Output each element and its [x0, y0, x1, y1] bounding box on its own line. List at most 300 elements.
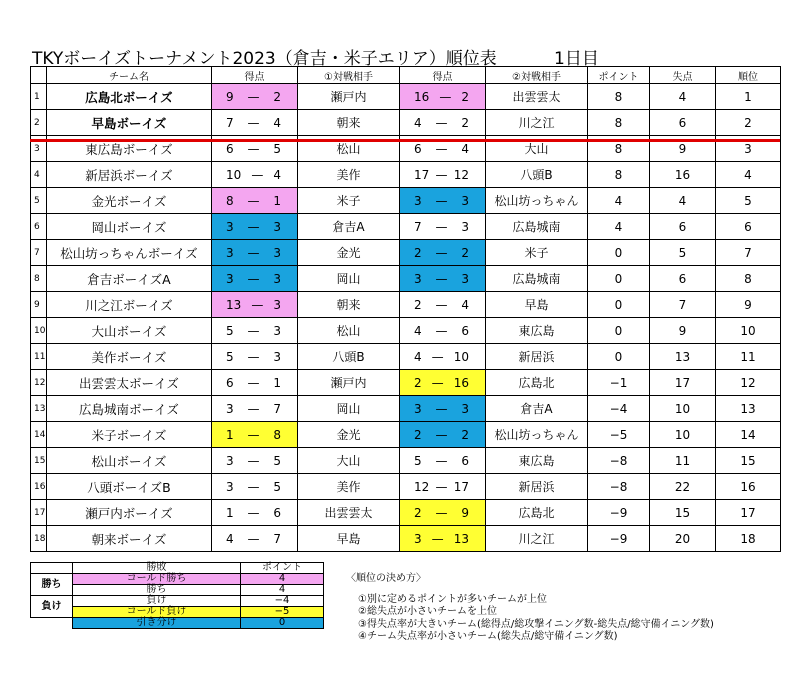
- row-number: 3: [31, 136, 47, 162]
- team-name: 新居浜ボーイズ: [47, 162, 212, 188]
- opponent1: 大山: [298, 448, 400, 474]
- score-for: 1: [226, 505, 234, 520]
- score-against: 5: [273, 141, 281, 156]
- score-dash: —: [431, 375, 444, 390]
- score-for: 3: [226, 479, 234, 494]
- score-for: 16: [414, 89, 430, 104]
- score-for: 1: [226, 427, 234, 442]
- runs-allowed: 4: [650, 188, 716, 214]
- rule-item: ②総失点が小さいチームを上位: [358, 606, 497, 617]
- opponent1: 松山: [298, 318, 400, 344]
- score-game2: [400, 318, 486, 344]
- standings-row: [31, 162, 781, 188]
- score-game2: [400, 448, 486, 474]
- score-for: 3: [226, 401, 234, 416]
- score-game1: [212, 344, 298, 370]
- rank: 13: [716, 396, 781, 422]
- points: 4: [588, 214, 650, 240]
- team-name: 松山ボーイズ: [47, 448, 212, 474]
- score-dash: —: [435, 297, 448, 312]
- opponent1: 倉吉A: [298, 214, 400, 240]
- rank: 3: [716, 136, 781, 162]
- standings-row: [31, 448, 781, 474]
- standings-row: [31, 318, 781, 344]
- score-dash: —: [435, 401, 448, 416]
- opponent2: 出雲雲太: [486, 84, 588, 110]
- score-game2: [400, 162, 486, 188]
- score-dash: —: [435, 167, 448, 182]
- row-number: 11: [31, 344, 47, 370]
- score-game2: [400, 110, 486, 136]
- title-text: TKYボーイズトーナメント2023（倉吉・米子エリア）順位表: [32, 49, 497, 69]
- standings-row: [31, 370, 781, 396]
- legend-header-points: ポイント: [241, 563, 324, 574]
- legend-win-group: 勝ち: [31, 574, 73, 596]
- standings-row: [31, 110, 781, 136]
- team-name: 米子ボーイズ: [47, 422, 212, 448]
- score-for: 3: [226, 219, 234, 234]
- score-for: 2: [414, 427, 422, 442]
- score-game1: [212, 266, 298, 292]
- score-dash: —: [435, 141, 448, 156]
- score-for: 2: [414, 297, 422, 312]
- runs-allowed: 6: [650, 110, 716, 136]
- score-game2: [400, 396, 486, 422]
- runs-allowed: 10: [650, 396, 716, 422]
- points: −1: [588, 370, 650, 396]
- rules-heading: 〈順位の決め方〉: [346, 573, 426, 584]
- score-dash: —: [435, 115, 448, 130]
- score-against: 1: [273, 375, 281, 390]
- standings-row: [31, 292, 781, 318]
- score-against: 6: [273, 505, 281, 520]
- opponent2: 広島城南: [486, 214, 588, 240]
- score-against: 3: [273, 323, 281, 338]
- score-game1: [212, 318, 298, 344]
- score-dash: —: [247, 479, 260, 494]
- score-dash: —: [435, 245, 448, 260]
- score-game2: [400, 500, 486, 526]
- score-against: 3: [273, 271, 281, 286]
- rank: 6: [716, 214, 781, 240]
- header-row: [31, 67, 781, 84]
- standings-row: [31, 266, 781, 292]
- score-against: 13: [453, 531, 469, 546]
- score-against: 6: [461, 323, 469, 338]
- score-for: 3: [226, 245, 234, 260]
- header-opponent1: ①対戦相手: [298, 67, 400, 84]
- opponent1: 松山: [298, 136, 400, 162]
- score-game1: [212, 110, 298, 136]
- legend-lose-group: 負け: [31, 596, 73, 618]
- opponent2: 早島: [486, 292, 588, 318]
- score-for: 6: [226, 375, 234, 390]
- rank: 14: [716, 422, 781, 448]
- score-game2: [400, 240, 486, 266]
- runs-allowed: 22: [650, 474, 716, 500]
- standings-row: [31, 526, 781, 552]
- score-for: 6: [226, 141, 234, 156]
- opponent2: 川之江: [486, 110, 588, 136]
- score-game2: [400, 526, 486, 552]
- team-name: 広島城南ボーイズ: [47, 396, 212, 422]
- runs-allowed: 5: [650, 240, 716, 266]
- score-dash: —: [247, 453, 260, 468]
- score-against: 2: [461, 115, 469, 130]
- score-game1: [212, 448, 298, 474]
- row-number: 12: [31, 370, 47, 396]
- score-against: 1: [273, 193, 281, 208]
- points-legend: [30, 562, 324, 629]
- row-number: 8: [31, 266, 47, 292]
- score-against: 3: [273, 245, 281, 260]
- opponent2: 新居浜: [486, 344, 588, 370]
- score-game1: [212, 422, 298, 448]
- legend-points: 0: [241, 618, 324, 629]
- score-for: 4: [414, 115, 422, 130]
- legend-label: 勝ち: [73, 585, 241, 596]
- opponent1: 八頭B: [298, 344, 400, 370]
- rank: 1: [716, 84, 781, 110]
- score-game1: [212, 188, 298, 214]
- legend-header-result: 勝敗: [73, 563, 241, 574]
- score-dash: —: [439, 89, 452, 104]
- opponent1: 早島: [298, 526, 400, 552]
- score-game1: [212, 500, 298, 526]
- score-dash: —: [247, 245, 260, 260]
- opponent1: 岡山: [298, 266, 400, 292]
- opponent2: 松山坊っちゃん: [486, 188, 588, 214]
- opponent1: 瀬戸内: [298, 84, 400, 110]
- score-game1: [212, 84, 298, 110]
- row-number: 13: [31, 396, 47, 422]
- score-for: 7: [226, 115, 234, 130]
- opponent2: 広島北: [486, 500, 588, 526]
- score-dash: —: [247, 219, 260, 234]
- score-dash: —: [247, 427, 260, 442]
- score-game2: [400, 188, 486, 214]
- score-against: 5: [273, 453, 281, 468]
- opponent2: 八頭B: [486, 162, 588, 188]
- points: 8: [588, 136, 650, 162]
- row-number: 10: [31, 318, 47, 344]
- legend-label: コールド勝ち: [73, 574, 241, 585]
- score-against: 10: [453, 349, 469, 364]
- row-number: 6: [31, 214, 47, 240]
- score-for: 4: [226, 531, 234, 546]
- rank: 16: [716, 474, 781, 500]
- opponent2: 広島北: [486, 370, 588, 396]
- legend-points: −5: [241, 607, 324, 618]
- standings-row: [31, 188, 781, 214]
- opponent1: 米子: [298, 188, 400, 214]
- standings-row: [31, 422, 781, 448]
- row-number: 7: [31, 240, 47, 266]
- runs-allowed: 11: [650, 448, 716, 474]
- score-game2: [400, 214, 486, 240]
- opponent2: 東広島: [486, 318, 588, 344]
- rank: 7: [716, 240, 781, 266]
- score-for: 4: [414, 323, 422, 338]
- header-lost: 失点: [650, 67, 716, 84]
- score-against: 5: [273, 479, 281, 494]
- rule-item: ③得失点率が大きいチーム(総得点/総攻撃イニング数-総失点/総守備イニング数): [358, 618, 714, 630]
- team-name: 早島ボーイズ: [47, 110, 212, 136]
- header-team: チーム名: [47, 67, 212, 84]
- score-for: 5: [226, 323, 234, 338]
- score-against: 2: [461, 89, 469, 104]
- score-for: 5: [414, 453, 422, 468]
- score-game1: [212, 370, 298, 396]
- row-number: 16: [31, 474, 47, 500]
- opponent1: 金光: [298, 422, 400, 448]
- score-for: 5: [226, 349, 234, 364]
- standings-row: [31, 344, 781, 370]
- legend-header-row: [31, 563, 324, 574]
- opponent2: 米子: [486, 240, 588, 266]
- score-for: 3: [414, 401, 422, 416]
- score-dash: —: [247, 505, 260, 520]
- team-name: 倉吉ボーイズA: [47, 266, 212, 292]
- row-number: 14: [31, 422, 47, 448]
- rule-item: ①別に定めるポイントが多いチームが上位: [358, 593, 547, 605]
- score-game1: [212, 396, 298, 422]
- opponent1: 美作: [298, 162, 400, 188]
- score-against: 3: [273, 219, 281, 234]
- rank: 15: [716, 448, 781, 474]
- score-against: 3: [461, 219, 469, 234]
- header-rank: 順位: [716, 67, 781, 84]
- score-against: 7: [273, 531, 281, 546]
- score-dash: —: [435, 453, 448, 468]
- runs-allowed: 20: [650, 526, 716, 552]
- score-against: 2: [273, 89, 281, 104]
- legend-row: [31, 585, 324, 596]
- score-against: 4: [273, 167, 281, 182]
- score-dash: —: [247, 401, 260, 416]
- score-dash: —: [431, 531, 444, 546]
- score-against: 2: [461, 427, 469, 442]
- points: 0: [588, 344, 650, 370]
- row-number: 9: [31, 292, 47, 318]
- legend-points: −4: [241, 596, 324, 607]
- team-name: 広島北ボーイズ: [47, 84, 212, 110]
- row-number: 2: [31, 110, 47, 136]
- header-score1: 得点: [212, 67, 298, 84]
- opponent2: 倉吉A: [486, 396, 588, 422]
- score-against: 4: [461, 141, 469, 156]
- score-game2: [400, 266, 486, 292]
- score-dash: —: [251, 297, 264, 312]
- rank: 9: [716, 292, 781, 318]
- standings-row: [31, 500, 781, 526]
- score-for: 8: [226, 193, 234, 208]
- legend-row: [31, 618, 324, 629]
- points: 0: [588, 318, 650, 344]
- score-game2: [400, 292, 486, 318]
- legend-points: 4: [241, 585, 324, 596]
- score-against: 17: [453, 479, 469, 494]
- ranking-rules: [346, 573, 714, 644]
- score-against: 9: [461, 505, 469, 520]
- runs-allowed: 9: [650, 136, 716, 162]
- score-dash: —: [247, 531, 260, 546]
- opponent2: 大山: [486, 136, 588, 162]
- legend-label: 負け: [73, 596, 241, 607]
- score-game2: [400, 84, 486, 110]
- score-dash: —: [435, 193, 448, 208]
- header-no: [31, 67, 47, 84]
- team-name: 瀬戸内ボーイズ: [47, 500, 212, 526]
- score-against: 4: [273, 115, 281, 130]
- score-against: 7: [273, 401, 281, 416]
- row-number: 15: [31, 448, 47, 474]
- score-game2: [400, 370, 486, 396]
- score-game2: [400, 474, 486, 500]
- opponent1: 美作: [298, 474, 400, 500]
- rank: 17: [716, 500, 781, 526]
- score-dash: —: [247, 115, 260, 130]
- team-name: 出雲雲太ボーイズ: [47, 370, 212, 396]
- rule-item: ④チーム失点率が小さいチーム(総失点/総守備イニング数): [358, 631, 618, 642]
- rank: 12: [716, 370, 781, 396]
- row-number: 17: [31, 500, 47, 526]
- score-game1: [212, 292, 298, 318]
- legend-points: 4: [241, 574, 324, 585]
- team-name: 美作ボーイズ: [47, 344, 212, 370]
- score-dash: —: [247, 323, 260, 338]
- score-dash: —: [247, 349, 260, 364]
- legend-blank: [31, 618, 73, 629]
- rank: 2: [716, 110, 781, 136]
- opponent2: 広島城南: [486, 266, 588, 292]
- score-for: 2: [414, 375, 422, 390]
- team-name: 川之江ボーイズ: [47, 292, 212, 318]
- score-for: 13: [226, 297, 242, 312]
- runs-allowed: 4: [650, 84, 716, 110]
- runs-allowed: 6: [650, 214, 716, 240]
- score-against: 12: [453, 167, 469, 182]
- score-against: 6: [461, 453, 469, 468]
- score-dash: —: [247, 375, 260, 390]
- team-name: 岡山ボーイズ: [47, 214, 212, 240]
- day-label: 1日目: [554, 49, 599, 69]
- score-for: 3: [414, 531, 422, 546]
- points: 0: [588, 240, 650, 266]
- runs-allowed: 13: [650, 344, 716, 370]
- score-dash: —: [251, 167, 264, 182]
- opponent1: 金光: [298, 240, 400, 266]
- score-dash: —: [435, 271, 448, 286]
- score-game1: [212, 240, 298, 266]
- score-for: 10: [226, 167, 242, 182]
- runs-allowed: 15: [650, 500, 716, 526]
- score-dash: —: [435, 427, 448, 442]
- score-for: 2: [414, 245, 422, 260]
- points: 8: [588, 162, 650, 188]
- points: 0: [588, 266, 650, 292]
- header-opponent2: ②対戦相手: [486, 67, 588, 84]
- opponent2: 川之江: [486, 526, 588, 552]
- runs-allowed: 17: [650, 370, 716, 396]
- opponent2: 新居浜: [486, 474, 588, 500]
- score-dash: —: [435, 219, 448, 234]
- score-game2: [400, 344, 486, 370]
- runs-allowed: 7: [650, 292, 716, 318]
- score-for: 3: [414, 271, 422, 286]
- opponent1: 朝来: [298, 292, 400, 318]
- score-dash: —: [247, 89, 260, 104]
- opponent1: 出雲雲太: [298, 500, 400, 526]
- score-for: 17: [414, 167, 430, 182]
- points: −9: [588, 500, 650, 526]
- standings-row: [31, 396, 781, 422]
- score-for: 6: [414, 141, 422, 156]
- score-for: 3: [226, 453, 234, 468]
- opponent2: 松山坊っちゃん: [486, 422, 588, 448]
- score-dash: —: [435, 479, 448, 494]
- score-for: 3: [414, 193, 422, 208]
- rank: 5: [716, 188, 781, 214]
- opponent2: 東広島: [486, 448, 588, 474]
- rank: 11: [716, 344, 781, 370]
- legend-row: [31, 596, 324, 607]
- team-name: 松山坊っちゃんボーイズ: [47, 240, 212, 266]
- score-against: 3: [273, 297, 281, 312]
- score-against: 2: [461, 245, 469, 260]
- points: 8: [588, 110, 650, 136]
- score-against: 16: [453, 375, 469, 390]
- score-against: 3: [273, 349, 281, 364]
- standings-row: [31, 214, 781, 240]
- rank: 8: [716, 266, 781, 292]
- runs-allowed: 10: [650, 422, 716, 448]
- score-against: 8: [273, 427, 281, 442]
- runs-allowed: 9: [650, 318, 716, 344]
- points: 0: [588, 292, 650, 318]
- row-number: 5: [31, 188, 47, 214]
- score-for: 12: [414, 479, 430, 494]
- legend-label: コールド負け: [73, 607, 241, 618]
- points: −5: [588, 422, 650, 448]
- score-game1: [212, 214, 298, 240]
- rank: 10: [716, 318, 781, 344]
- team-name: 金光ボーイズ: [47, 188, 212, 214]
- legend-row: [31, 574, 324, 585]
- standings-row: [31, 474, 781, 500]
- score-game1: [212, 162, 298, 188]
- points: −4: [588, 396, 650, 422]
- legend-row: [31, 607, 324, 618]
- score-dash: —: [247, 271, 260, 286]
- standings-row: [31, 240, 781, 266]
- points: −8: [588, 474, 650, 500]
- score-game1: [212, 474, 298, 500]
- qualification-separator: [30, 139, 780, 142]
- score-for: 2: [414, 505, 422, 520]
- rank: 18: [716, 526, 781, 552]
- points: 8: [588, 84, 650, 110]
- score-dash: —: [247, 141, 260, 156]
- standings-row: [31, 84, 781, 110]
- team-name: 東広島ボーイズ: [47, 136, 212, 162]
- row-number: 4: [31, 162, 47, 188]
- row-number: 18: [31, 526, 47, 552]
- points: −9: [588, 526, 650, 552]
- score-dash: —: [431, 349, 444, 364]
- opponent1: 岡山: [298, 396, 400, 422]
- score-against: 3: [461, 401, 469, 416]
